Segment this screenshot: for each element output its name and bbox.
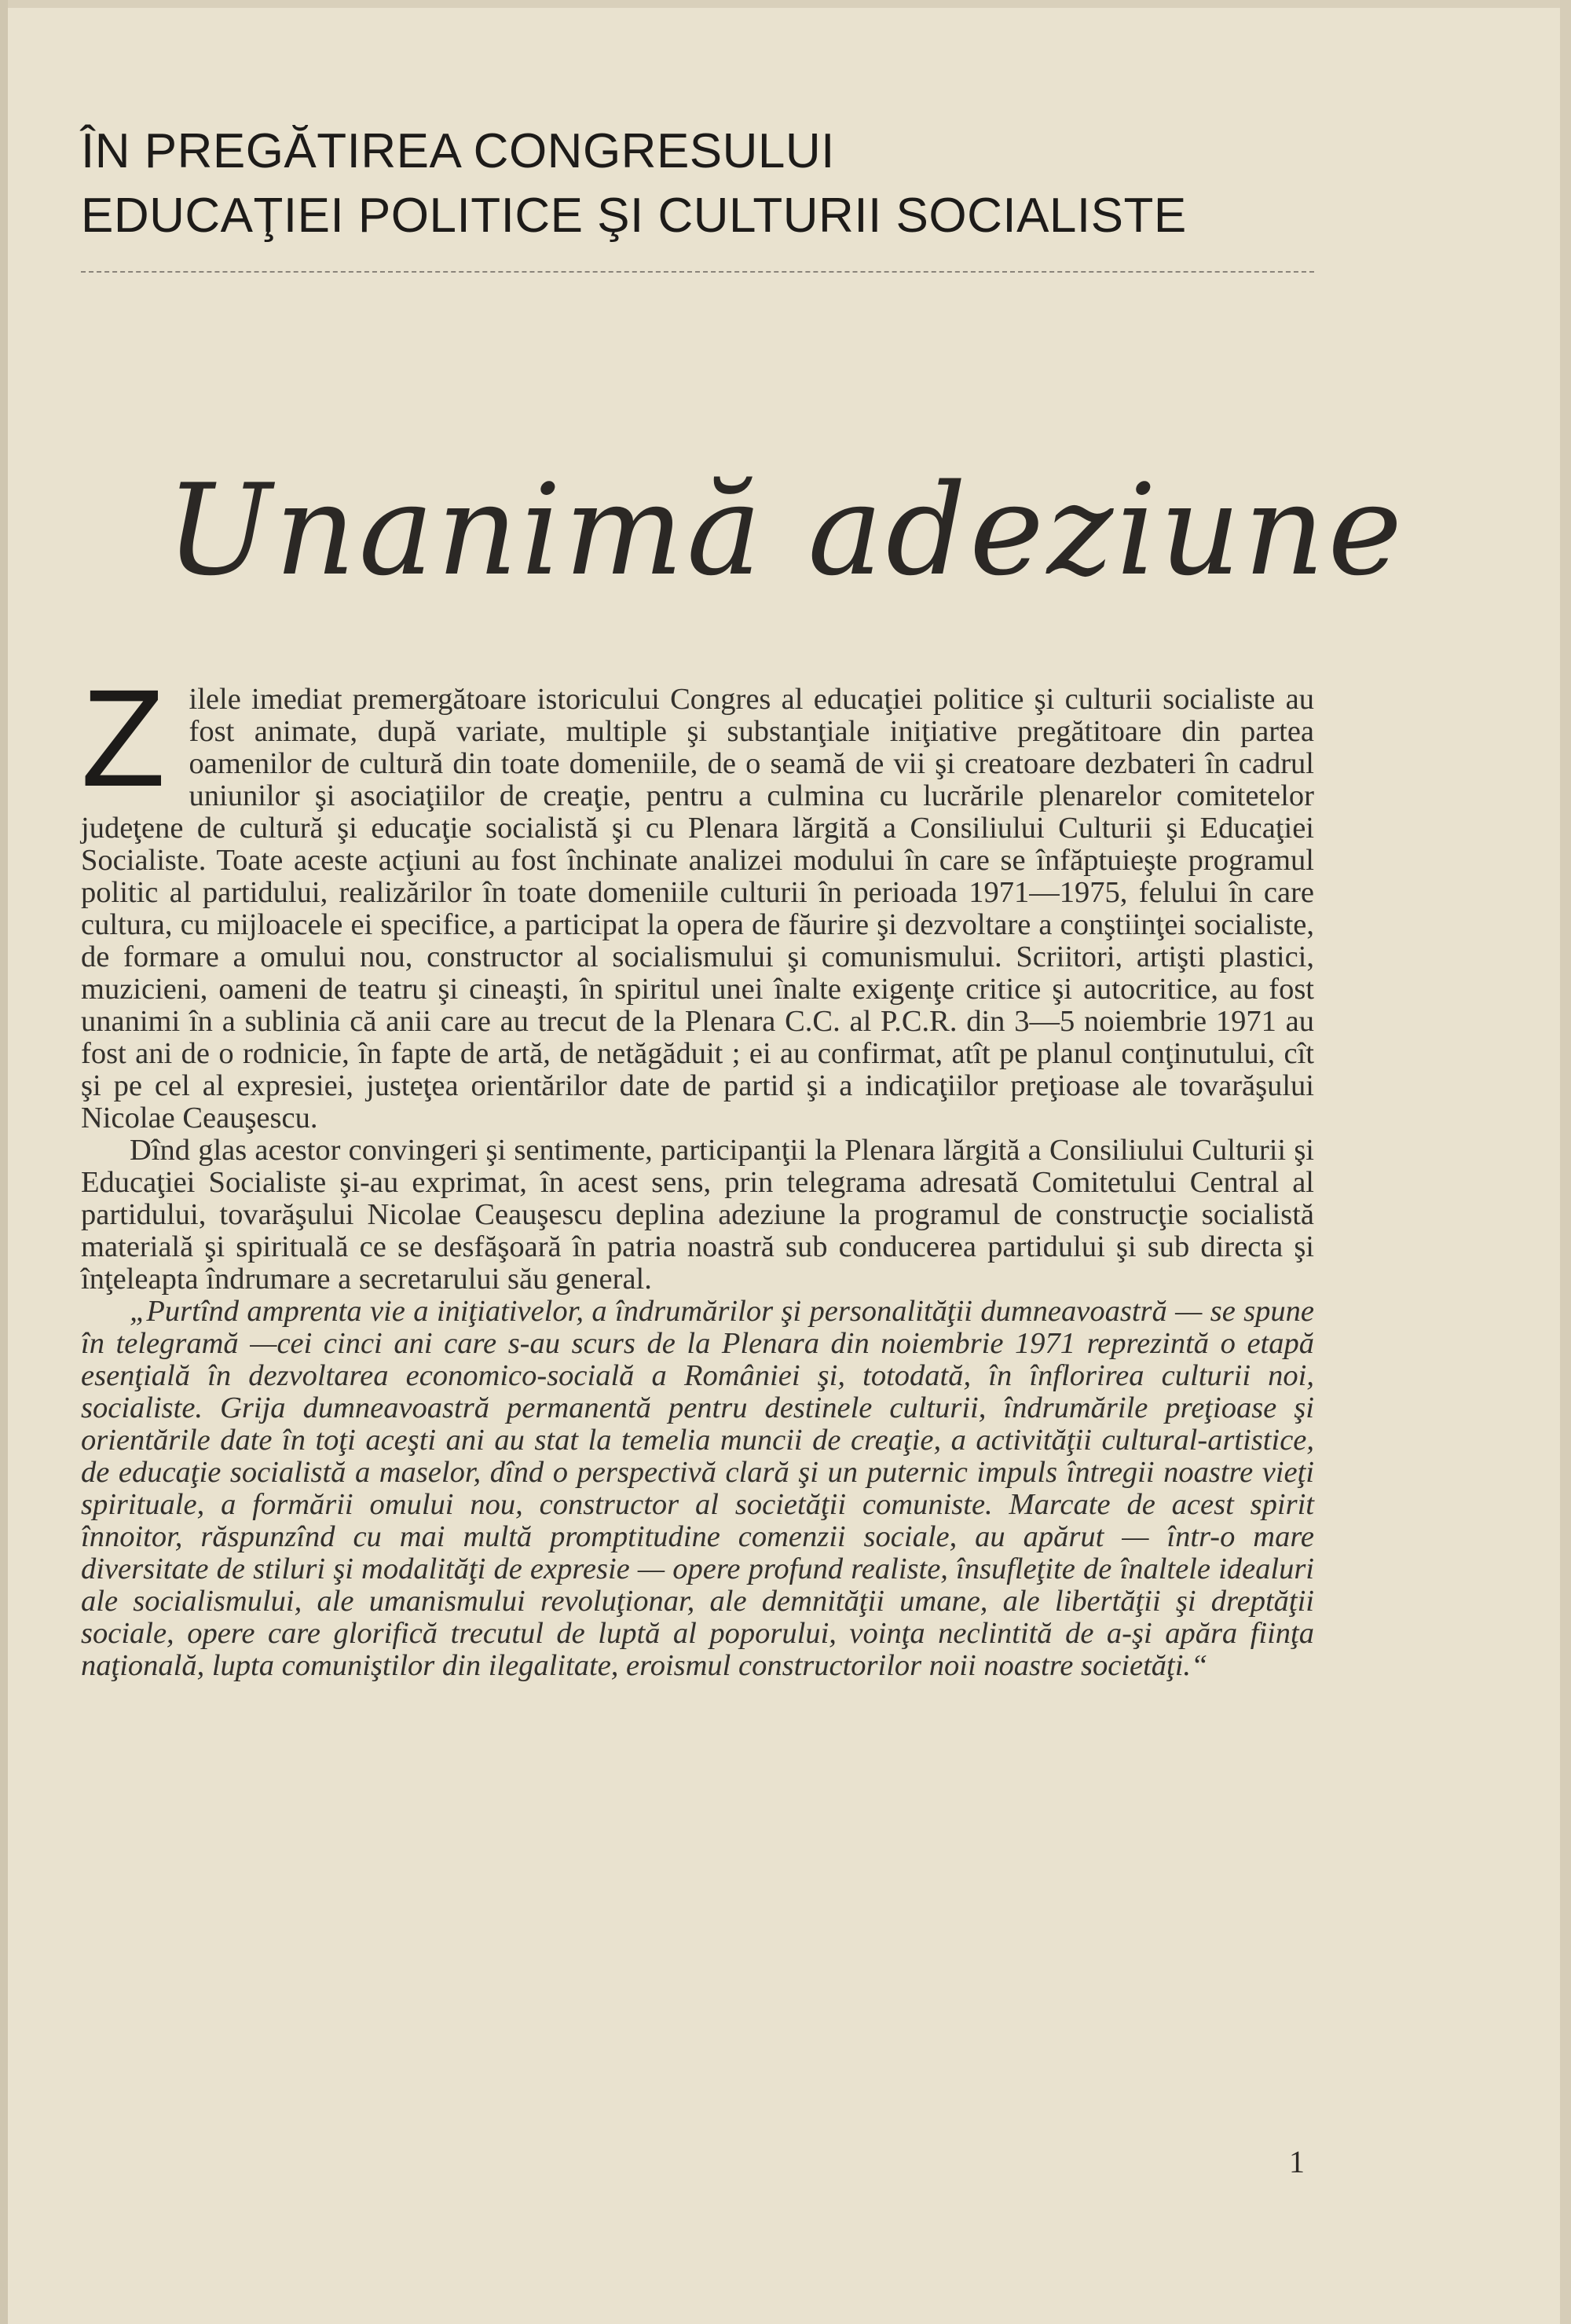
page-edge-right: [1560, 0, 1571, 2324]
paragraph-1: [81, 662, 1314, 1135]
article-title: Unanimă adeziune: [165, 456, 1406, 603]
paragraph-2: Dînd glas acestor convingeri şi sentimente, participanţii la Plenara lărgită a Consiliului Culturii şi Educaţiei Socialiste şi-au exprimat, în acest sens, prin telegrama adresată Comitetului Central al partidului, tovarăşului Nicolae Ceauşescu deplina adeziune la programul de construcţie socialistă materială şi spirituală ce se desfăşoară în patria noastră sub conducerea partidului şi sub directa şi înţeleapta îndrumare a secretarului său general.: [81, 1134, 1314, 1296]
article-body: [81, 662, 1314, 1682]
drop-cap: Z: [81, 662, 166, 816]
section-header-line-2: EDUCAŢIEI POLITICE ŞI CULTURII SOCIALISTE: [81, 189, 1187, 243]
telegram-quote: „Purtînd amprenta vie a iniţiativelor, a îndrumărilor şi personalităţii dumneavoastră — se spune în telegramă —cei cinci ani care s-au scurs de la Plenara din noiembrie 1971 reprezintă o etapă esenţială în dezvoltarea economico-socială a României şi, totodată, în înflorirea culturii noi, socialiste. Grija dumneavoastră permanentă pentru destinele culturii, îndrumările preţioase şi orientările date în toţi aceşti ani au stat la temelia muncii de creaţie, a activităţii cultural-artistice, de educaţie socialistă a maselor, dînd o perspectivă clară şi un puternic impuls întregii noastre vieţi spirituale, a formării omului nou, constructor al societăţii comuniste. Marcate de acest spirit înnoitor, răspunzînd cu mai multă promptitudine comenzii sociale, au apărut — într-o mare diversitate de stiluri şi modalităţi de expresie — opere profund realiste, însufleţite de înaltele idealuri ale socialismului, ale umanismului revoluţionar, ale demnităţii umane, ale libertăţii şi dreptăţii sociale, opere care glorifică trecutul de luptă al poporului, voinţa neclintită de a-şi apăra fiinţa naţională, lupta comuniştilor din ilegalitate, eroismul constructorilor noii noastre societăţi.“: [81, 1295, 1314, 1682]
section-header: [81, 119, 1338, 248]
paragraph-1-text: ilele imediat premergătoare istoricului Congres al educaţiei politice şi culturii socialiste au fost animate, după variate, multiple şi substanţiale iniţiative pregătitoare din partea oamenilor de cultură din toate domeniile, de o seamă de vii şi creatoare dezbateri în cadrul uniunilor şi asociaţiilor de creaţie, pentru a culmina cu lucrările plenarelor comitetelor judeţene de cultură şi educaţie socialistă şi cu Plenara lărgită a Consiliului Culturii şi Educaţiei Socialiste. Toate aceste acţiuni au fost închinate analizei modului în care se înfăptuieşte programul politic al partidului, realizărilor în toate domeniile culturii în perioada 1971—1975, felului în care cultura, cu mijloacele ei specifice, a participat la opera de făurire şi dezvoltare a conştiinţei socialiste, de formare a omului nou, constructor al socialismului şi comunismului. Scriitori, artişti plastici, muzicieni, oameni de teatru şi cineaşti, în spiritul unei înalte exigenţe critice şi autocritice, au fost unanimi în a sublinia că anii care au trecut de la Plenara C.C. al P.C.R. din 3—5 noiembrie 1971 au fost ani de o rodnicie, în fapte de artă, de netăgăduit ; ei au confirmat, atît pe planul conţinutului, cît şi pe cel al expresiei, justeţea orientărilor date de partid şi a indicaţiilor preţioase ale tovarăşului Nicolae Ceauşescu.: [81, 683, 1314, 1135]
header-divider: [81, 271, 1314, 273]
page-edge-top: [0, 0, 1571, 8]
page-edge-left: [0, 0, 8, 2324]
page-number: 1: [1289, 2144, 1305, 2179]
section-header-line-1: ÎN PREGĂTIREA CONGRESULUI: [81, 124, 835, 178]
